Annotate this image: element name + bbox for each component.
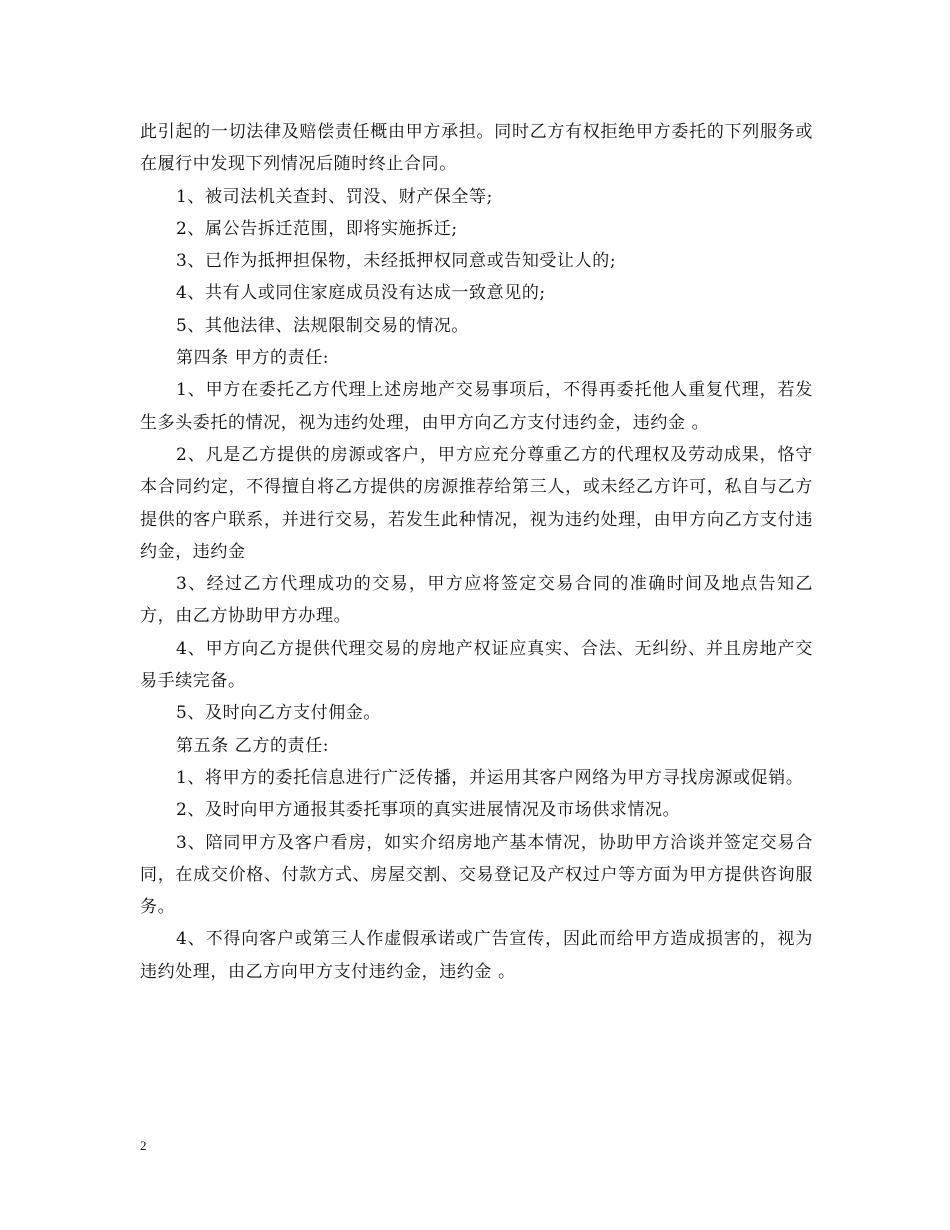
paragraph-item: 5、其他法律、法规限制交易的情况。 (176, 315, 470, 336)
paragraph-item: 5、及时向乙方支付佣金。 (176, 703, 382, 724)
paragraph-item: 2、凡是乙方提供的房源或客户，甲方应充分尊重乙方的代理权及劳动成果，恪守本合同约定，不得擅自将乙方提供的房源推荐给第三人，或未经乙方许可，私自与乙方提供的客户联系，并进行交易，若发生此种情况，视为违约处理，由甲方向乙方支付违约金，违约金 (140, 444, 813, 562)
paragraph-item: 3、已作为抵押担保物，未经抵押权同意或告知受让人的; (176, 251, 617, 272)
page-number: 2 (140, 1138, 147, 1153)
document-body (140, 116, 813, 988)
paragraph-item: 4、甲方向乙方提供代理交易的房地产权证应真实、合法、无纠纷、并且房地产交易手续完备。 (140, 638, 813, 692)
section-heading-article-4: 第四条 甲方的责任: (176, 348, 330, 369)
paragraph-continuation: 此引起的一切法律及赔偿责任概由甲方承担。同时乙方有权拒绝甲方委托的下列服务或在履行中发现下列情况后随时终止合同。 (140, 122, 813, 175)
paragraph-item: 1、被司法机关查封、罚没、财产保全等; (176, 186, 493, 207)
paragraph-item: 3、陪同甲方及客户看房，如实介绍房地产基本情况，协助甲方洽谈并签定交易合同，在成交价格、付款方式、房屋交割、交易登记及产权过户等方面为甲方提供咨询服务。 (140, 832, 813, 918)
paragraph-item: 2、及时向甲方通报其委托事项的真实进展情况及市场供求情况。 (176, 800, 681, 821)
paragraph-item: 4、不得向客户或第三人作虚假承诺或广告宣传，因此而给甲方造成损害的，视为违约处理，由乙方向甲方支付违约金，违约金 。 (140, 929, 813, 982)
paragraph-item: 2、属公告拆迁范围，即将实施拆迁; (176, 218, 458, 239)
paragraph-item: 1、甲方在委托乙方代理上述房地产交易事项后，不得再委托他人重复代理，若发生多头委托的情况，视为违约处理，由甲方向乙方支付违约金，违约金 。 (140, 380, 813, 433)
paragraph-item: 3、经过乙方代理成功的交易，甲方应将签定交易合同的准确时间及地点告知乙方，由乙方协助甲方办理。 (140, 574, 813, 627)
paragraph-item: 4、共有人或同住家庭成员没有达成一致意见的; (176, 283, 546, 304)
paragraph-item: 1、将甲方的委托信息进行广泛传播，并运用其客户网络为甲方寻找房源或促销。 (176, 767, 804, 788)
section-heading-article-5: 第五条 乙方的责任: (176, 735, 330, 756)
